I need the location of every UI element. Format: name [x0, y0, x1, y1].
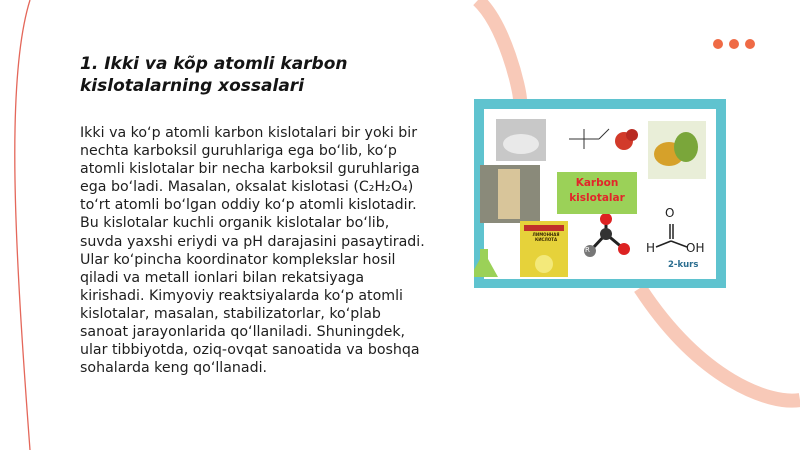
- figure-label-line2: kislotalar: [569, 192, 625, 204]
- pack-label: [526, 232, 566, 242]
- fruit: [674, 132, 698, 162]
- course-label: 2-kurs: [668, 260, 699, 270]
- slide-title: 1. Ikki va kõp atomli karbon kislotalarning xossalari: [80, 54, 348, 96]
- figure-label: [557, 172, 637, 214]
- oxygen-atom: [618, 243, 630, 255]
- left-arc: [15, 0, 30, 450]
- spoon-powder: [503, 134, 539, 154]
- dots-menu-icon: [713, 39, 755, 49]
- formula-o: O: [665, 206, 675, 220]
- formula-r: R: [585, 246, 590, 254]
- bottle: [498, 169, 520, 219]
- dot: [713, 39, 723, 49]
- lemon-icon: [535, 255, 553, 273]
- carbon-atom: [600, 228, 612, 240]
- pack-label-line1: ЛИМОННАЯ: [532, 232, 560, 237]
- oxygen-atom: [600, 213, 612, 225]
- dot: [745, 39, 755, 49]
- formula-h: H: [646, 241, 656, 255]
- top-arc: [478, 0, 520, 100]
- bottom-arc: [640, 288, 800, 401]
- cherry-icon: [626, 129, 638, 141]
- pack-stripe: [524, 225, 564, 231]
- formula-oh: OH: [686, 241, 705, 255]
- dot: [729, 39, 739, 49]
- pack-label-line2: КИСЛОТА: [534, 237, 558, 242]
- slide-body-text: Ikki va ko‘p atomli karbon kislotalari bir yoki bir nechta karboksil guruhlariga ega bo‘lib, ko‘p atomli kislotalar bir necha karboksil guruhlariga ega bo‘ladi. Masalan, oksalat kislotasi (C₂H₂O₄) to‘rt atomli bo‘lgan oddiy ko‘p atomli kislotadir. Bu kislotalar kuchli organik kislotalar bo‘lib, suvda yaxshi eriydi va pH darajasini pasaytiradi. Ular ko‘pincha koordinator komplekslar hosil qiladi va metall ionlari bilan rekatsiyaga kirishadi. Kimyoviy reaktsiyalarda ko‘p atomli kislotalar, masalan, stabilizatorlar, ko‘plab sanoat jarayonlarida qo‘llaniladi. Shuningdek, ular tibbiyotda, oziq-ovqat sanoatida va boshqa sohalarda keng qo‘llanadi.: [80, 125, 425, 377]
- figure-label-line1: Karbon: [575, 177, 619, 189]
